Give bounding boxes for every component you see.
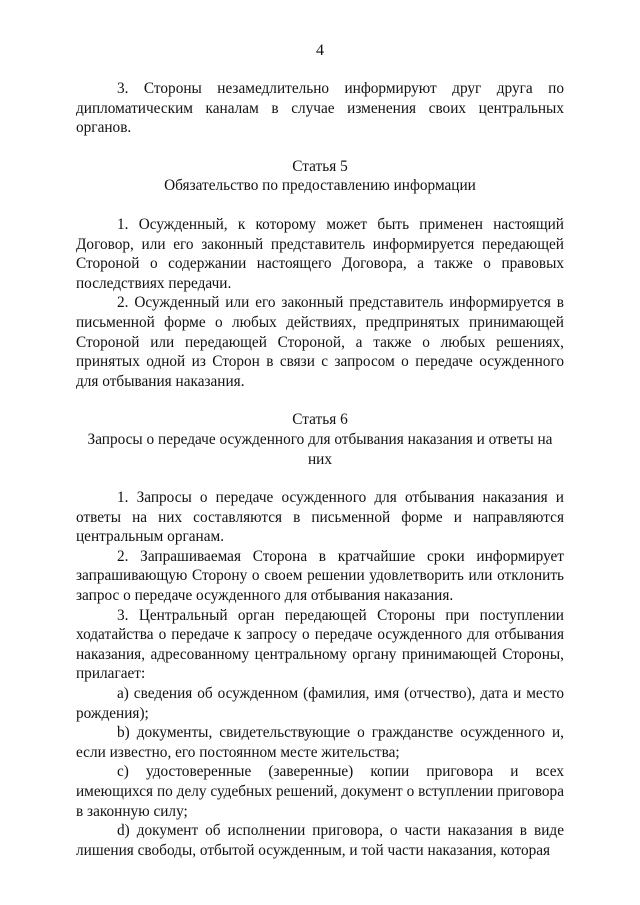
article6-item-b: b) документы, свидетельствующие о гражданстве осужденного и, если известно, его постоянном месте жительства; <box>76 724 564 761</box>
article5-number: Статья 5 <box>292 157 348 175</box>
article6-item-d: d) документ об исполнении приговора, о части наказания в виде лишения свободы, отбытой осужденным, и той части наказания, которая <box>76 822 564 859</box>
article6-item-c: c) удостоверенные (заверенные) копии приговора и всех имеющихся по делу судебных решений, документ о вступлении приговора в законную силу; <box>76 763 564 820</box>
article5-paragraph-2: 2. Осужденный или его законный представитель информируется в письменной форме о любых действиях, предпринятых принимающей Стороной или передающей Стороной, а также о любых решениях, принятых одной из Сторон в связи с запросом о передаче осужденного для отбывания наказания. <box>76 294 564 390</box>
article5-content <box>76 215 564 391</box>
article6-item-a: a) сведения об осужденном (фамилия, имя (отчество), дата и место рождения); <box>76 685 564 722</box>
article6-title: Запросы о передаче осужденного для отбывания наказания и ответы на них <box>87 430 553 468</box>
article6-paragraph-3: 3. Центральный орган передающей Стороны при поступлении ходатайства о передаче к запросу о передаче осужденного для отбывания наказания, адресованному центральному органу принимающей Стороны, прилагает: <box>76 606 564 683</box>
article6-number: Статья 6 <box>292 411 348 429</box>
article6-paragraph-1: 1. Запросы о передаче осужденного для отбывания наказания и ответы на них составляются в письменной форме и направляются центральным органам. <box>76 489 564 546</box>
article5-paragraph-1: 1. Осужденный, к которому может быть применен настоящий Договор, или его законный представитель информируется передающей Стороной о содержании настоящего Договора, а также о правовых последствиях передачи. <box>76 215 564 292</box>
article4-paragraph-3: 3. Стороны незамедлительно информируют друг друга по дипломатическим каналам в случае изменения своих центральных органов. <box>76 80 564 137</box>
article5-title: Обязательство по предоставлению информации <box>164 177 476 195</box>
document-body <box>76 79 564 860</box>
page-number: 4 <box>316 42 324 59</box>
article6-content <box>76 488 564 860</box>
article6-paragraph-2: 2. Запрашиваемая Сторона в кратчайшие сроки информирует запрашивающую Сторону о своем решении удовлетворить или отклонить запрос о передаче осужденного для отбывания наказания. <box>76 547 564 605</box>
